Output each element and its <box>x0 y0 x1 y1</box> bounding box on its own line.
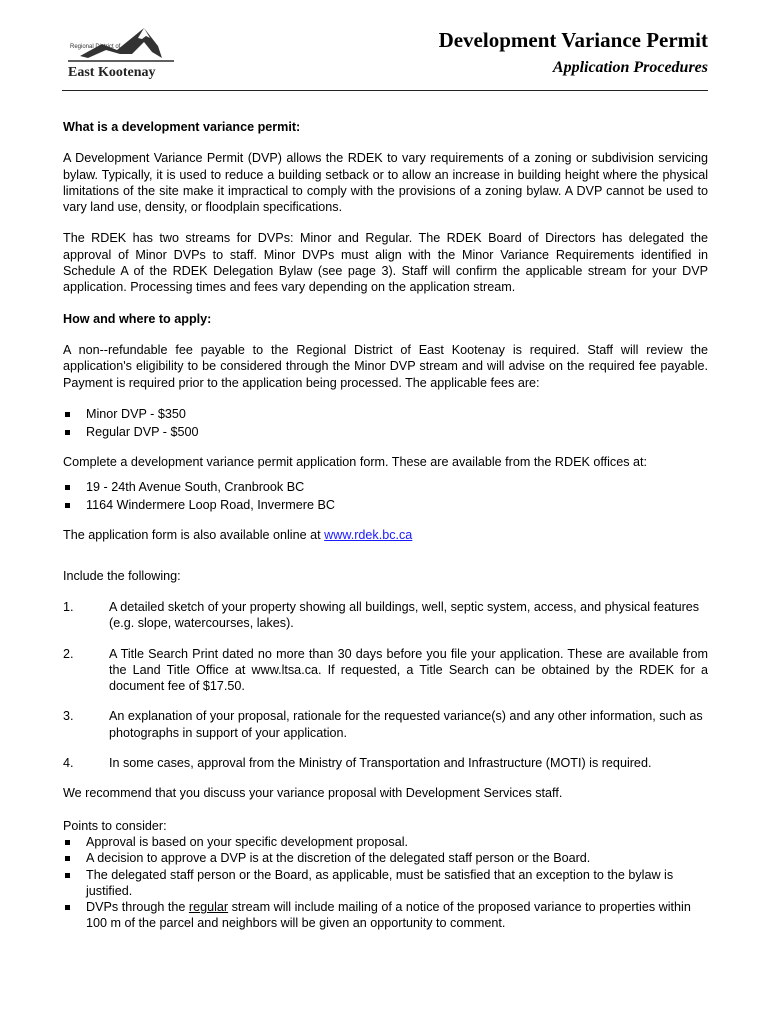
point-text: DVPs through the <box>86 900 189 915</box>
include-label: Include the following: <box>63 568 181 583</box>
item-text: A Title Search Print dated no more than 30 days before you file your application. These are available from the Land Title Office at www.ltsa.ca. If requested, a Title Search can be obtained by the RDEK for a document fee of $17.50. <box>109 646 708 694</box>
paragraph-dvp-streams: The RDEK has two streams for DVPs: Minor and Regular. The RDEK Board of Directors has delegated the approval of Minor DVPs to staff. Minor DVPs must align with the Minor Variance Requirements identified in Schedule A of the RDEK Delegation Bylaw (see page 3). Staff will confirm the applicable stream for your DVP application. Processing times and fees vary depending on the application stream. <box>63 231 708 295</box>
paragraph-application-form: Complete a development variance permit application form. These are available from the RDEK offices at: <box>63 455 648 470</box>
logo-small-text: Regional District of <box>70 44 121 50</box>
paragraph-dvp-definition: A Development Variance Permit (DVP) allows the RDEK to vary requirements of a zoning or subdivision servicing bylaw. Typically, it is used to reduce a building setback or to allow an increase in building height where the physical limitations of the site make it impractical to comply with the provisions of a zoning bylaw. A DVP cannot be used to vary land use, density, or floodplain specifications. <box>63 151 708 215</box>
page-subtitle: Application Procedures <box>552 59 708 76</box>
fee-list <box>63 406 708 441</box>
list-item <box>63 755 708 771</box>
rdek-website-link[interactable]: www.rdek.bc.ca <box>324 528 413 543</box>
list-item <box>63 646 708 695</box>
section-heading-what-is: What is a development variance permit: <box>63 120 301 134</box>
item-text: In some cases, approval from the Ministry of Transportation and Infrastructure (MOTI) is required. <box>109 756 652 771</box>
paragraph-recommend: We recommend that you discuss your variance proposal with Development Services staff. <box>63 786 563 801</box>
list-item: Regular DVP - $500 <box>63 424 708 440</box>
point-text: stream will include mailing of a notice of the proposed variance to properties within 100 m of the parcel and neighbors will be given an opportunity to comment. <box>86 900 691 931</box>
paragraph-online <box>63 527 708 543</box>
section-heading-how-to-apply: How and where to apply: <box>63 311 212 326</box>
list-item: A decision to approve a DVP is at the discretion of the delegated staff person or the Board. <box>63 850 708 866</box>
list-item: 19 - 24th Avenue South, Cranbrook BC <box>63 479 708 495</box>
item-number: 1. <box>63 599 74 614</box>
online-text: The application form is also available online at <box>63 528 325 543</box>
list-item: Approval is based on your specific development proposal. <box>63 834 708 850</box>
list-item <box>63 899 708 932</box>
list-item <box>63 708 708 741</box>
header-divider <box>62 90 708 91</box>
item-number: 3. <box>63 709 74 724</box>
document-body <box>63 119 708 932</box>
office-list <box>63 479 708 514</box>
list-item <box>63 599 708 632</box>
list-item: 1164 Windermere Loop Road, Invermere BC <box>63 497 708 513</box>
item-text: A detailed sketch of your property showing all buildings, well, septic system, access, and physical features (e.g. slope, watercourses, lakes). <box>109 599 700 631</box>
rdek-logo <box>62 24 182 84</box>
item-number: 2. <box>63 646 74 661</box>
item-number: 4. <box>63 756 74 771</box>
logo-name-text: East Kootenay <box>68 65 156 80</box>
item-text: An explanation of your proposal, rationale for the requested variance(s) and any other information, such as photographs in support of your application. <box>109 709 703 740</box>
list-item: Minor DVP - $350 <box>63 406 708 422</box>
points-heading: Points to consider: <box>63 818 167 833</box>
point-underlined: regular <box>188 900 229 915</box>
paragraph-fee: A non--refundable fee payable to the Regional District of East Kootenay is required. Staff will review the application's eligibility to be considered through the Minor DVP stream and will advise on the required fee payable. Payment is required prior to the application being processed. The applicable fees are: <box>63 342 708 390</box>
list-item: The delegated staff person or the Board, as applicable, must be satisfied that an exception to the bylaw is justified. <box>63 867 708 900</box>
points-list <box>63 834 708 932</box>
requirements-list <box>63 599 708 771</box>
page-title: Development Variance Permit <box>438 28 708 52</box>
